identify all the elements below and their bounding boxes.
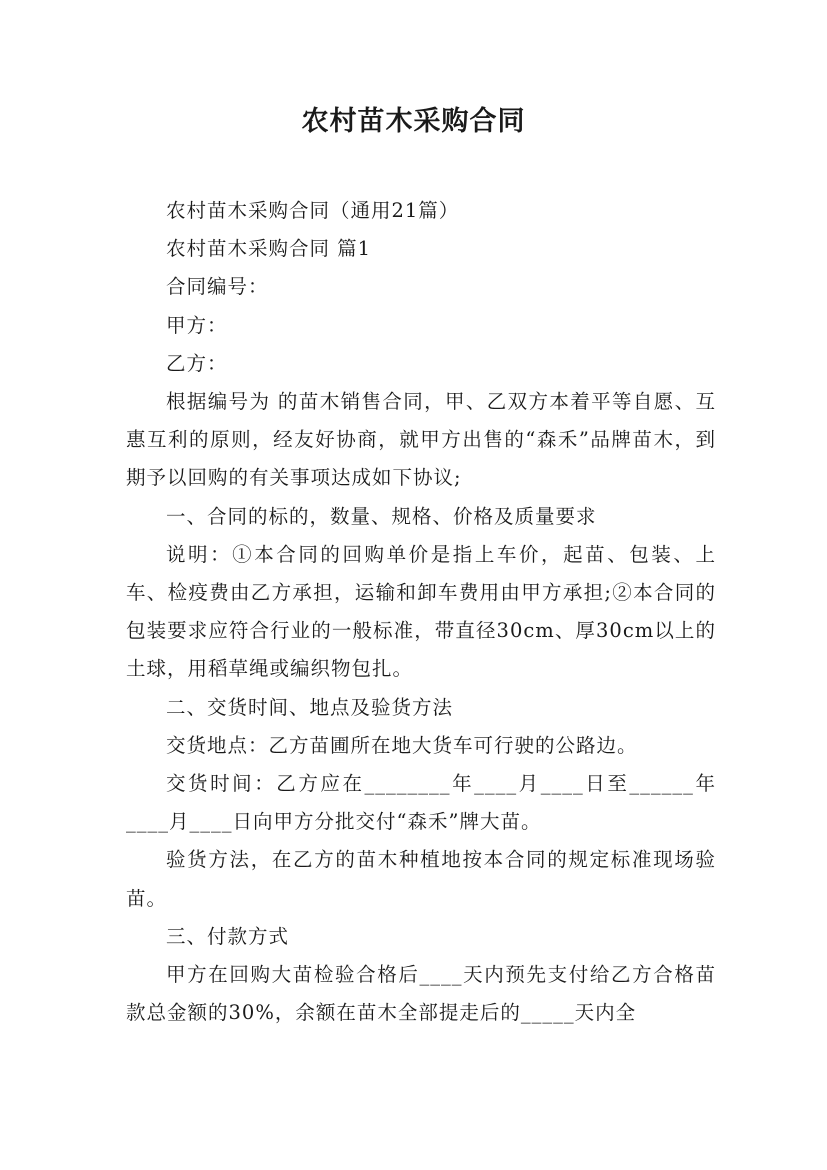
party-b-line: 乙方： — [165, 351, 228, 375]
document-title: 农村苗木采购合同 — [301, 106, 526, 137]
clause-paragraph: 验货方法，在乙方的苗木种植地按本合同的规定标准现场验苗。 — [126, 848, 716, 910]
subtitle-line: 农村苗木采购合同（通用21篇） — [165, 199, 460, 222]
clause-paragraph: 说明：①本合同的回购单价是指上车价，起苗、包装、上车、检疫费由乙方承担，运输和卸车费用由甲方承担;②本合同的包装要求应符合行业的一般标准，带直径30cm、厚30cm以上的土球，用稻草绳或编织物包扎。 — [126, 542, 716, 681]
document-body — [126, 192, 716, 1032]
section-heading: 农村苗木采购合同 篇1 — [165, 237, 372, 261]
intro-paragraph: 根据编号为 的苗木销售合同，甲、乙双方本着平等自愿、互惠互利的原则，经友好协商，就甲方出售的“森禾”品牌苗木，到期予以回购的有关事项达成如下协议; — [126, 390, 716, 490]
clause-paragraph: 交货时间：乙方应在________年____月____日至______年____月____日向甲方分批交付“森禾”牌大苗。 — [126, 772, 716, 834]
clause-paragraph: 甲方在回购大苗检验合格后____天内预先支付给乙方合格苗款总金额的30%，余额在苗木全部提走后的_____天内全 — [126, 963, 716, 1025]
clause-heading-1: 一、合同的标的，数量、规格、价格及质量要求 — [165, 504, 597, 528]
clause-heading-2: 二、交货时间、地点及验货方法 — [165, 695, 453, 719]
clause-heading-3: 三、付款方式 — [165, 924, 289, 948]
contract-number-line: 合同编号： — [165, 275, 269, 299]
party-a-line: 甲方： — [165, 313, 228, 337]
clause-paragraph: 交货地点：乙方苗圃所在地大货车可行驶的公路边。 — [165, 733, 638, 757]
